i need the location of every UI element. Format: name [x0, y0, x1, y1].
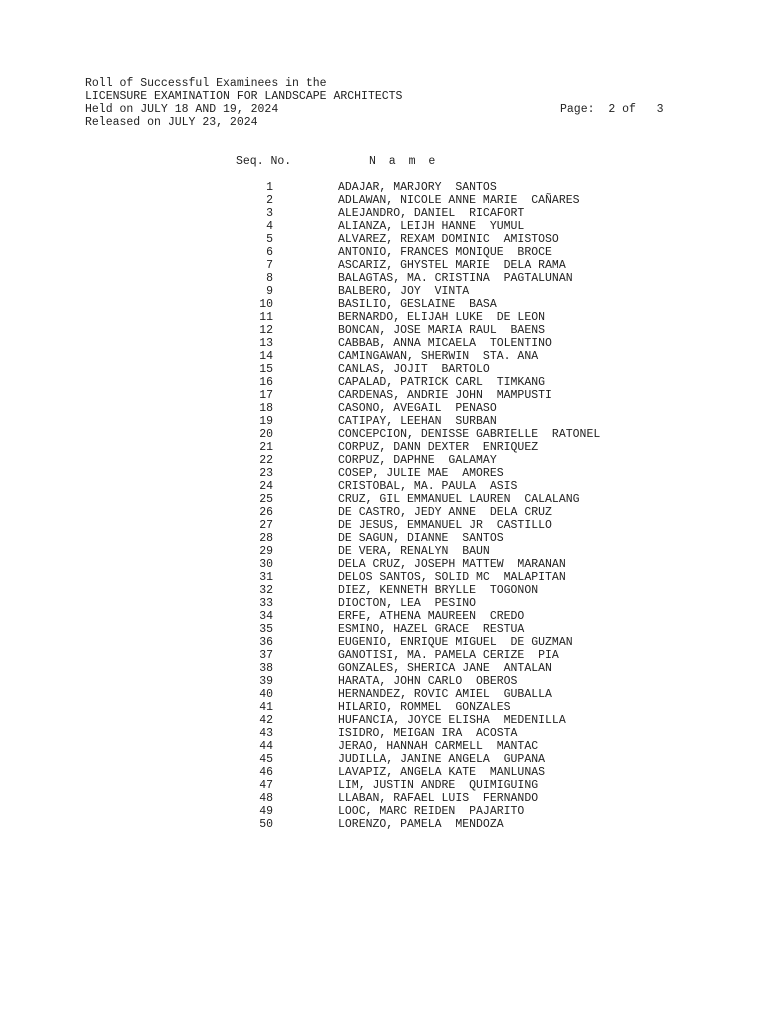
seq-number: 24: [259, 480, 273, 493]
examinee-row: [0, 480, 768, 493]
examinee-row: [0, 376, 768, 389]
examinee-row: [0, 779, 768, 792]
examinee-row: [0, 324, 768, 337]
seq-number: 28: [259, 532, 273, 545]
examinee-row: [0, 415, 768, 428]
seq-number: 27: [259, 519, 273, 532]
examinee-name: HILARIO, ROMMEL GONZALES: [338, 701, 511, 714]
examinee-name: CARDENAS, ANDRIE JOHN MAMPUSTI: [338, 389, 552, 402]
examinee-name: CATIPAY, LEEHAN SURBAN: [338, 415, 497, 428]
seq-number: 46: [259, 766, 273, 779]
seq-number: 23: [259, 467, 273, 480]
seq-number: 39: [259, 675, 273, 688]
seq-number: 42: [259, 714, 273, 727]
seq-number: 4: [266, 220, 273, 233]
examinee-name: ESMINO, HAZEL GRACE RESTUA: [338, 623, 525, 636]
exam-title: LICENSURE EXAMINATION FOR LANDSCAPE ARCHITECTS: [85, 90, 403, 103]
seq-number: 33: [259, 597, 273, 610]
examinee-row: [0, 688, 768, 701]
seq-number: 38: [259, 662, 273, 675]
examinee-name: GANOTISI, MA. PAMELA CERIZE PIA: [338, 649, 559, 662]
examinee-name: ALIANZA, LEIJH HANNE YUMUL: [338, 220, 525, 233]
seq-number: 1: [266, 181, 273, 194]
seq-number: 25: [259, 493, 273, 506]
examinee-name: ADAJAR, MARJORY SANTOS: [338, 181, 497, 194]
examinee-name: CORPUZ, DAPHNE GALAMAY: [338, 454, 497, 467]
page-of: of: [622, 103, 636, 116]
examinee-row: [0, 519, 768, 532]
examinee-name: DE VERA, RENALYN BAUN: [338, 545, 490, 558]
seq-number: 13: [259, 337, 273, 350]
examinee-name: CABBAB, ANNA MICAELA TOLENTINO: [338, 337, 552, 350]
seq-number: 50: [259, 818, 273, 831]
seq-number: 36: [259, 636, 273, 649]
seq-number: 40: [259, 688, 273, 701]
seq-number: 9: [266, 285, 273, 298]
seq-number: 12: [259, 324, 273, 337]
examinee-row: [0, 311, 768, 324]
examinee-row: [0, 805, 768, 818]
seq-number: 41: [259, 701, 273, 714]
examinee-name: JERAO, HANNAH CARMELL MANTAC: [338, 740, 539, 753]
examinee-name: BALBERO, JOY VINTA: [338, 285, 470, 298]
seq-number: 21: [259, 441, 273, 454]
examinee-name: DELA CRUZ, JOSEPH MATTEW MARANAN: [338, 558, 566, 571]
seq-number: 3: [266, 207, 273, 220]
examinee-name: GONZALES, SHERICA JANE ANTALAN: [338, 662, 552, 675]
examinee-name: BONCAN, JOSE MARIA RAUL BAENS: [338, 324, 546, 337]
examinee-row: [0, 285, 768, 298]
examinee-row: [0, 233, 768, 246]
seq-number: 48: [259, 792, 273, 805]
examinee-name: LAVAPIZ, ANGELA KATE MANLUNAS: [338, 766, 546, 779]
examinee-row: [0, 701, 768, 714]
examinee-name: COSEP, JULIE MAE AMORES: [338, 467, 504, 480]
examinee-name: DE SAGUN, DIANNE SANTOS: [338, 532, 504, 545]
examinee-row: [0, 493, 768, 506]
name-header: N a m e: [369, 155, 439, 168]
examinee-name: DE JESUS, EMMANUEL JR CASTILLO: [338, 519, 552, 532]
page-indicator: [560, 103, 664, 116]
examinee-name: HUFANCIA, JOYCE ELISHA MEDENILLA: [338, 714, 566, 727]
examinee-row: [0, 272, 768, 285]
examinee-row: [0, 818, 768, 831]
seq-number: 43: [259, 727, 273, 740]
exam-held-date: Held on JULY 18 AND 19, 2024: [85, 103, 279, 116]
examinee-row: [0, 506, 768, 519]
examinee-name: CONCEPCION, DENISSE GABRIELLE RATONEL: [338, 428, 601, 441]
examinee-name: BASILIO, GESLAINE BASA: [338, 298, 497, 311]
examinee-name: CORPUZ, DANN DEXTER ENRIQUEZ: [338, 441, 539, 454]
examinee-row: [0, 584, 768, 597]
seq-number: 11: [259, 311, 273, 324]
seq-number: 16: [259, 376, 273, 389]
examinee-name: DIEZ, KENNETH BRYLLE TOGONON: [338, 584, 539, 597]
examinee-name: CRISTOBAL, MA. PAULA ASIS: [338, 480, 518, 493]
examinee-row: [0, 337, 768, 350]
examinee-row: [0, 532, 768, 545]
seq-number: 34: [259, 610, 273, 623]
seq-number: 37: [259, 649, 273, 662]
examinee-list: [0, 181, 768, 831]
examinee-name: HARATA, JOHN CARLO OBEROS: [338, 675, 518, 688]
seq-number: 49: [259, 805, 273, 818]
examinee-row: [0, 428, 768, 441]
seq-number: 8: [266, 272, 273, 285]
examinee-row: [0, 636, 768, 649]
examinee-row: [0, 350, 768, 363]
examinee-name: LORENZO, PAMELA MENDOZA: [338, 818, 504, 831]
seq-number: 44: [259, 740, 273, 753]
examinee-name: DIOCTON, LEA PESINO: [338, 597, 477, 610]
seq-number: 29: [259, 545, 273, 558]
seq-number: 14: [259, 350, 273, 363]
examinee-name: ADLAWAN, NICOLE ANNE MARIE CAÑARES: [338, 194, 580, 207]
seq-number: 45: [259, 753, 273, 766]
examinee-name: ALVAREZ, REXAM DOMINIC AMISTOSO: [338, 233, 559, 246]
examinee-row: [0, 441, 768, 454]
examinee-row: [0, 597, 768, 610]
examinee-row: [0, 454, 768, 467]
examinee-row: [0, 766, 768, 779]
examinee-name: ERFE, ATHENA MAUREEN CREDO: [338, 610, 525, 623]
examinee-row: [0, 207, 768, 220]
examinee-name: BALAGTAS, MA. CRISTINA PAGTALUNAN: [338, 272, 573, 285]
examinee-row: [0, 662, 768, 675]
examinee-name: ANTONIO, FRANCES MONIQUE BROCE: [338, 246, 552, 259]
examinee-row: [0, 246, 768, 259]
page-current: 2: [608, 103, 616, 116]
seq-number: 17: [259, 389, 273, 402]
examinee-name: EUGENIO, ENRIQUE MIGUEL DE GUZMAN: [338, 636, 573, 649]
seq-number: 31: [259, 571, 273, 584]
examinee-row: [0, 714, 768, 727]
release-date: Released on JULY 23, 2024: [85, 116, 258, 129]
seq-number: 2: [266, 194, 273, 207]
seq-number: 7: [266, 259, 273, 272]
seq-number: 20: [259, 428, 273, 441]
seq-number: 30: [259, 558, 273, 571]
seq-number: 10: [259, 298, 273, 311]
examinee-name: LOOC, MARC REIDEN PAJARITO: [338, 805, 525, 818]
examinee-row: [0, 571, 768, 584]
examinee-row: [0, 623, 768, 636]
examinee-row: [0, 402, 768, 415]
seq-number: 15: [259, 363, 273, 376]
examinee-row: [0, 558, 768, 571]
examinee-name: ISIDRO, MEIGAN IRA ACOSTA: [338, 727, 518, 740]
examinee-row: [0, 467, 768, 480]
page-total: 3: [656, 103, 664, 116]
examinee-name: CASONO, AVEGAIL PENASO: [338, 402, 497, 415]
roll-title: Roll of Successful Examinees in the: [85, 77, 327, 90]
seq-number: 22: [259, 454, 273, 467]
examinee-name: DE CASTRO, JEDY ANNE DELA CRUZ: [338, 506, 552, 519]
examinee-name: CAMINGAWAN, SHERWIN STA. ANA: [338, 350, 539, 363]
seq-number: 32: [259, 584, 273, 597]
seq-number: 35: [259, 623, 273, 636]
examinee-name: CRUZ, GIL EMMANUEL LAUREN CALALANG: [338, 493, 580, 506]
examinee-name: BERNARDO, ELIJAH LUKE DE LEON: [338, 311, 546, 324]
seq-no-header: Seq. No.: [236, 155, 292, 168]
examinee-row: [0, 727, 768, 740]
examinee-name: HERNANDEZ, ROVIC AMIEL GUBALLA: [338, 688, 552, 701]
examinee-row: [0, 753, 768, 766]
seq-number: 5: [266, 233, 273, 246]
examinee-row: [0, 792, 768, 805]
examinee-row: [0, 649, 768, 662]
examinee-name: CAPALAD, PATRICK CARL TIMKANG: [338, 376, 546, 389]
examinee-name: LLABAN, RAFAEL LUIS FERNANDO: [338, 792, 539, 805]
examinee-row: [0, 675, 768, 688]
examinee-name: DELOS SANTOS, SOLID MC MALAPITAN: [338, 571, 566, 584]
examinee-row: [0, 194, 768, 207]
examinee-row: [0, 363, 768, 376]
seq-number: 6: [266, 246, 273, 259]
examinee-row: [0, 220, 768, 233]
examinee-row: [0, 545, 768, 558]
examinee-name: JUDILLA, JANINE ANGELA GUPANA: [338, 753, 546, 766]
examinee-name: CANLAS, JOJIT BARTOLO: [338, 363, 490, 376]
examinee-row: [0, 740, 768, 753]
page-label: Page:: [560, 103, 595, 116]
seq-number: 26: [259, 506, 273, 519]
examinee-name: ALEJANDRO, DANIEL RICAFORT: [338, 207, 525, 220]
seq-number: 47: [259, 779, 273, 792]
seq-number: 18: [259, 402, 273, 415]
examinee-row: [0, 181, 768, 194]
examinee-row: [0, 389, 768, 402]
seq-number: 19: [259, 415, 273, 428]
examinee-name: LIM, JUSTIN ANDRE QUIMIGUING: [338, 779, 539, 792]
examinee-row: [0, 298, 768, 311]
examinee-name: ASCARIZ, GHYSTEL MARIE DELA RAMA: [338, 259, 566, 272]
examinee-row: [0, 610, 768, 623]
examinee-row: [0, 259, 768, 272]
